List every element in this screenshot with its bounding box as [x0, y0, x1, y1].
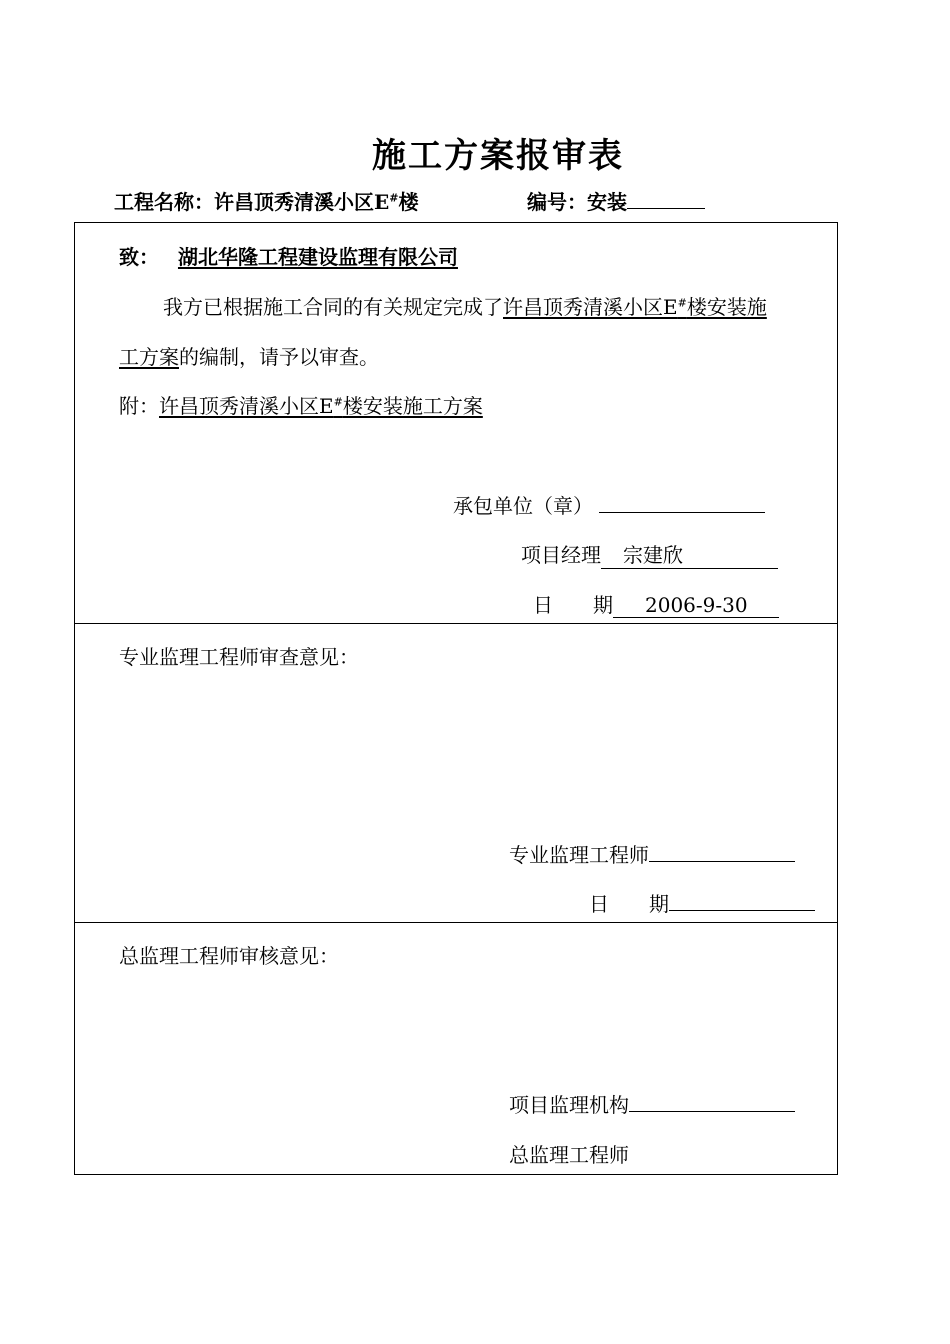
- attachment-name: 许昌顶秀清溪小区E#楼安装施工方案: [159, 394, 483, 418]
- engineer-label: 专业监理工程师: [509, 843, 649, 867]
- manager-row: [521, 539, 778, 569]
- number-value: 安装: [587, 190, 627, 214]
- engineer-date-row: [589, 888, 815, 917]
- submission-section: [74, 222, 838, 624]
- date-value[interactable]: 2006-9-30: [613, 593, 779, 618]
- supervision-org-label: 项目监理机构: [509, 1093, 629, 1117]
- recipient-row: [119, 241, 458, 270]
- date-row: [533, 589, 779, 618]
- body-line-1: [163, 291, 767, 320]
- project-name: 许昌顶秀清溪小区E: [214, 190, 390, 214]
- to-label: 致：: [119, 245, 159, 269]
- number-blank[interactable]: [627, 190, 705, 209]
- manager-label: 项目经理: [521, 543, 601, 567]
- attach-label: 附：: [119, 394, 159, 418]
- supervision-org-row: [509, 1089, 795, 1118]
- body-link-2: 工方案: [119, 345, 179, 369]
- project-label: 工程名称：: [114, 190, 214, 214]
- recipient-org: 湖北华隆工程建设监理有限公司: [177, 245, 458, 269]
- form-title: 施工方案报审表: [372, 136, 624, 176]
- engineer-date-blank[interactable]: [669, 892, 815, 911]
- project-name-row: [114, 186, 418, 215]
- date-label: 日 期: [533, 593, 613, 617]
- contractor-label: 承包单位（章）: [453, 494, 593, 518]
- body-suffix: 的编制，请予以审查。: [179, 345, 379, 369]
- engineer-review-heading: 专业监理工程师审查意见：: [119, 645, 359, 669]
- engineer-review-section: [74, 623, 838, 923]
- project-suffix: 楼: [398, 190, 419, 214]
- contractor-row: [453, 490, 765, 519]
- supervision-org-blank[interactable]: [629, 1093, 795, 1112]
- engineer-blank[interactable]: [649, 843, 795, 862]
- chief-engineer-label: 总监理工程师: [509, 1143, 629, 1167]
- project-sup: #: [389, 191, 399, 205]
- body-link-1: 许昌顶秀清溪小区E#楼安装施: [503, 295, 767, 319]
- body-prefix: 我方已根据施工合同的有关规定完成了: [163, 295, 503, 319]
- contractor-blank[interactable]: [599, 494, 765, 513]
- attachment-row: [119, 390, 483, 419]
- number-row: [527, 186, 705, 215]
- engineer-row: [509, 839, 795, 868]
- chief-review-heading: 总监理工程师审核意见：: [119, 944, 339, 968]
- number-label: 编号：: [527, 190, 587, 214]
- manager-name[interactable]: 宗建欣: [601, 539, 778, 569]
- body-line-2: [119, 341, 379, 370]
- chief-review-section: [74, 922, 838, 1175]
- engineer-date-label: 日 期: [589, 892, 669, 916]
